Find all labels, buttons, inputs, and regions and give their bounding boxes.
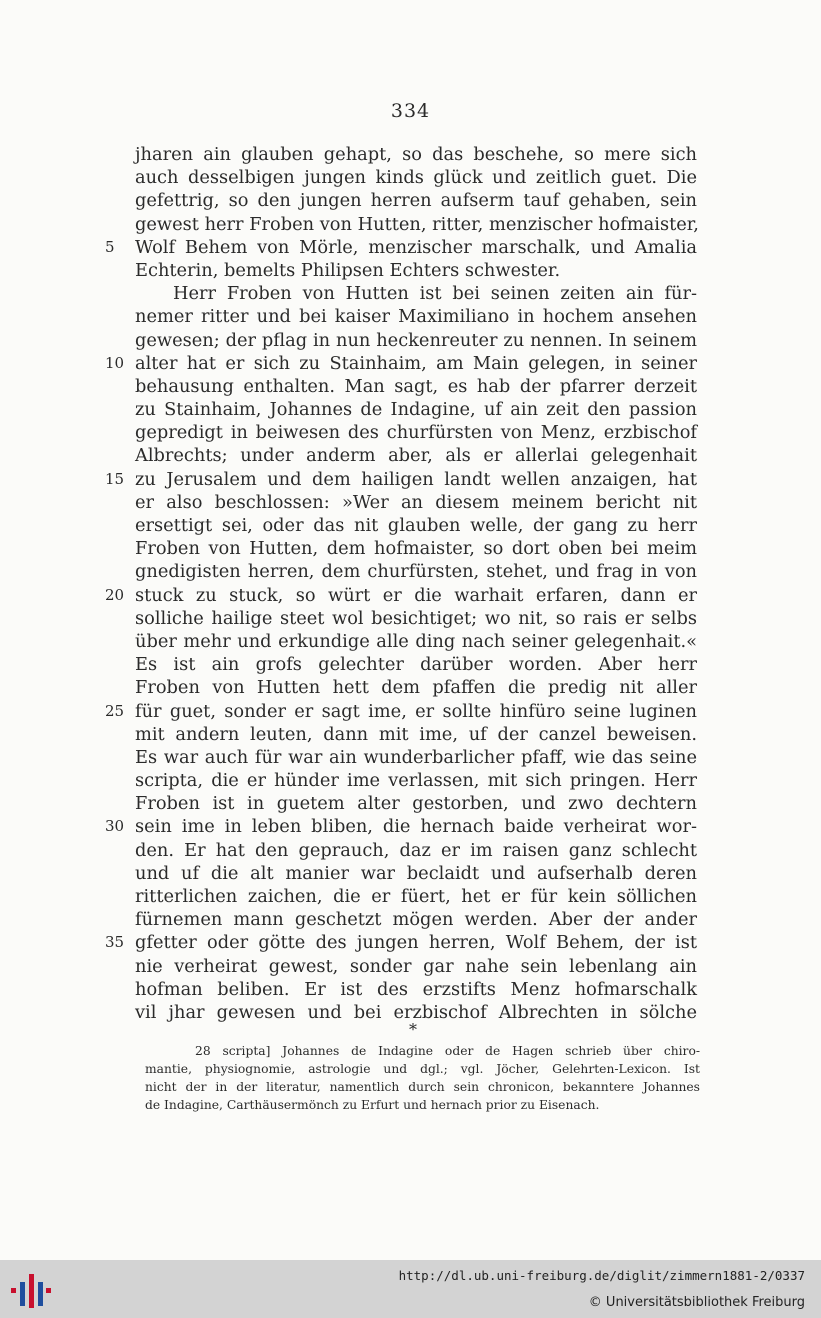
text-line [135,329,697,352]
text-line-content: zu Jerusalem und dem hailigen landt wellen anzaigen, hat [135,468,697,490]
text-line-content: sein ime in leben bliben, die hernach baide verheirat wor- [135,816,697,838]
text-line-content: gepredigt in beiwesen des churfürsten von Menz, erzbischof [135,422,697,444]
text-line [135,792,697,815]
footnote-separator: * [409,1020,417,1039]
text-line [135,769,697,792]
line-number: 5 [105,237,115,256]
text-line [105,931,697,954]
text-line-content: Albrechts; under anderm aber, als er allerlai gelegenhait [135,445,697,467]
text-line-content: auch desselbigen jungen kinds glück und zeitlich guet. Die [135,167,697,189]
text-line [135,213,697,236]
text-line [135,607,697,630]
text-line [135,746,697,769]
text-line-content: nemer ritter und bei kaiser Maximiliano in hochem ansehen [135,306,697,328]
text-line-content: Wolf Behem von Mörle, menzischer marschalk, und Amalia [135,236,697,258]
line-number: 35 [105,933,125,952]
footnote-line: de Indagine, Carthäusermönch zu Erfurt und hernach prior zu Eisenach. [145,1098,600,1112]
line-number: 10 [105,353,125,372]
text-line-content: Froben ist in guetem alter gestorben, und zwo dechtern [135,793,697,815]
text-line-content: zu Stainhaim, Johannes de Indagine, uf ain zeit den passion [135,399,697,421]
text-line [135,862,697,885]
text-line-content: Es ist ain grofs gelechter darüber worden. Aber herr [135,654,697,676]
text-line [135,398,697,421]
line-number: 30 [105,817,125,836]
text-line [135,143,697,166]
text-line [135,653,697,676]
text-line-content: Es war auch für war ain wunderbarlicher pfaff, wie das seine [135,746,697,768]
text-line-content: für guet, sonder er sagt ime, er sollte hinfüro seine luginen [135,700,697,722]
text-line-content: vil jhar gewesen und bei erzbischof Albrechten in sölche [135,1001,697,1023]
text-line [135,259,697,282]
text-line [105,584,697,607]
text-line-content: fürnemen mann geschetzt mögen werden. Aber der ander [135,909,697,931]
permalink-url[interactable]: http://dl.ub.uni-freiburg.de/diglit/zimmern1881-2/0337 [398,1268,805,1283]
main-text [105,143,699,1024]
text-line-content: jharen ain glauben gehapt, so das beschehe, so mere sich [135,144,697,165]
text-line-content: und uf die alt manier war beclaidt und aufserhalb deren [135,862,697,884]
text-line [135,630,697,653]
text-line-content: gefettrig, so den jungen herren aufserm tauf gehaben, sein [135,190,697,212]
text-line [135,491,697,514]
text-line [105,352,697,375]
text-line [135,560,697,583]
copyright-text: © Universitätsbibliothek Freiburg [588,1295,805,1310]
page-number: 334 [390,100,431,122]
text-line [135,978,697,1001]
text-line-content: solliche hailige steet wol besichtiget; wo nit, so rais er selbs [135,607,697,629]
text-line [135,839,697,862]
text-line [135,375,697,398]
text-line [135,885,697,908]
line-number: 25 [105,701,125,720]
text-line [105,468,697,491]
text-line-content: mit andern leuten, dann mit ime, uf der canzel beweisen. [135,723,697,745]
footnote-line: nicht der in der literatur, namentlich durch sein chronicon, bekanntere Johannes [145,1080,700,1094]
text-line [135,282,697,305]
text-line [105,236,697,259]
text-line [135,189,697,212]
footnote-line: 28 scripta] Johannes de Indagine oder de Hagen schrieb über chiro- [195,1044,700,1058]
text-line-content: Herr Froben von Hutten ist bei seinen zeiten ain für- [173,283,697,305]
text-line-content: gnedigisten herren, dem churfürsten, stehet, und frag in von [135,561,697,583]
footnote-line: mantie, physiognomie, astrologie und dgl.; vgl. Jöcher, Gelehrten-Lexicon. Ist [145,1062,700,1076]
line-number: 20 [105,585,125,604]
text-line-content: gewesen; der pflag in nun heckenreuter zu nennen. In seinem [135,329,697,351]
text-line [135,305,697,328]
text-line-content: Froben von Hutten hett dem pfaffen die predig nit aller [135,677,697,699]
text-line [135,421,697,444]
text-line-content: ritterlichen zaichen, die er füert, het er für kein söllichen [135,886,697,907]
text-line-content: er also beschlossen: »Wer an diesem meinem bericht nit [135,491,697,513]
text-line-content: Froben von Hutten, dem hofmaister, so dort oben bei meim [135,538,697,560]
text-line [135,955,697,978]
text-line-content: über mehr und erkundige alle ding nach seiner gelegenhait.« [135,630,697,652]
text-line [105,700,697,723]
text-line [105,815,697,838]
text-line-content: nie verheirat gewest, sonder gar nahe sein lebenlang ain [135,955,697,977]
text-line [135,514,697,537]
text-line-content: hofman beliben. Er ist des erzstifts Menz hofmarschalk [135,978,697,1000]
text-line-content: behausung enthalten. Man sagt, es hab der pfarrer derzeit [135,375,697,397]
footer-bar [0,1260,821,1318]
text-line-content: gewest herr Froben von Hutten, ritter, menzischer hofmaister, [135,213,699,235]
footnote [145,1042,700,1114]
text-line [135,537,697,560]
text-line-content: den. Er hat den geprauch, daz er im raisen ganz schlecht [135,839,697,861]
text-line [135,166,697,189]
text-line-content: gfetter oder götte des jungen herren, Wolf Behem, der ist [135,932,697,954]
line-number: 15 [105,469,125,488]
text-line [135,908,697,931]
text-line [135,444,697,467]
text-line [135,723,697,746]
text-line-content: alter hat er sich zu Stainhaim, am Main gelegen, in seiner [135,352,697,374]
text-line-content: Echterin, bemelts Philipsen Echters schwester. [135,259,561,281]
text-line-content: stuck zu stuck, so würt er die warhait erfaren, dann er [135,584,697,606]
text-line [135,676,697,699]
library-logo-icon [9,1270,53,1312]
text-line-content: scripta, die er hünder ime verlassen, mit sich pringen. Herr [135,770,697,792]
text-line-content: ersettigt sei, oder das nit glauben welle, der gang zu herr [135,515,697,536]
